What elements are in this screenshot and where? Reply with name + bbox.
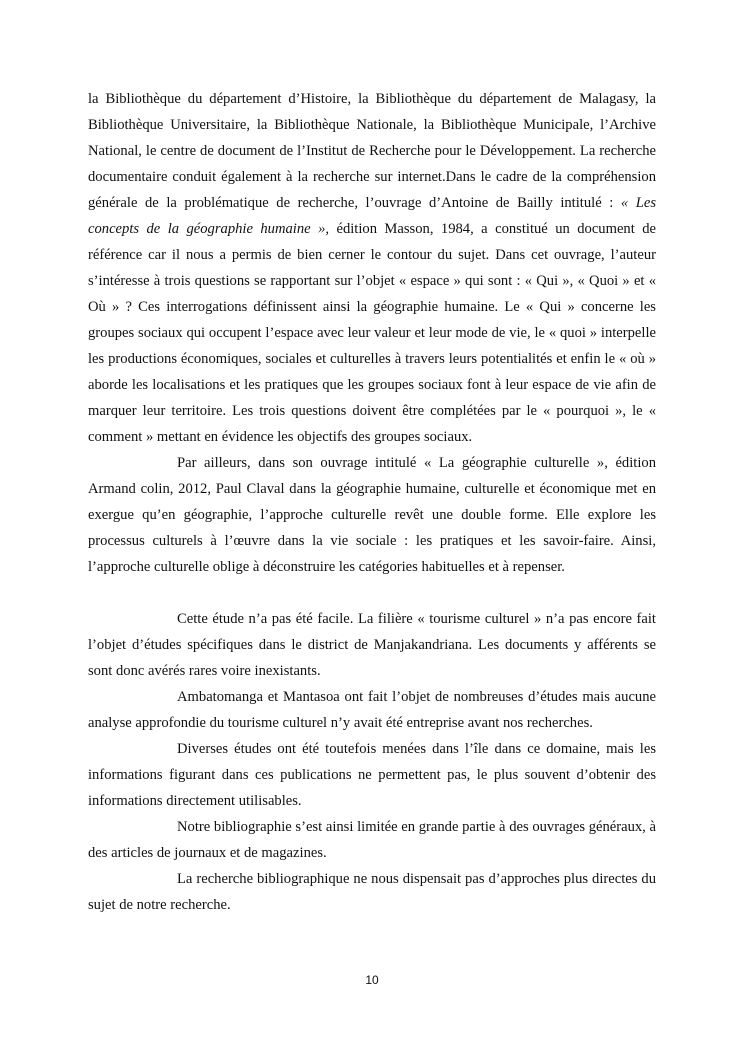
book-title-bailly: « Les concepts de la géographie humaine », — [88, 195, 657, 237]
paragraph-2: Par ailleurs, dans son ouvrage intitulé « La géographie culturelle », édition Armand colin, 2012, Paul Claval dans la géographie humaine, culturelle et économique met en exergue qu’en géographie, l’approche culturelle revêt une double forme. Elle explore les processus culturels à l’œuvre dans la vie sociale : les pratiques et les savoir-faire. Ainsi, l’approche culturelle oblige à déconstruire les catégories habituelles et à repenser. — [88, 455, 656, 575]
paragraph-5: Diverses études ont été toutefois menées dans l’île dans ce domaine, mais les informations figurant dans ces publications ne permettent pas, le plus souvent d’obtenir des informations directement utilisables. — [88, 741, 656, 809]
paragraph-4: Ambatomanga et Mantasoa ont fait l’objet de nombreuses d’études mais aucune analyse approfondie du tourisme culturel n’y avait été entreprise avant nos recherches. — [88, 689, 656, 731]
paragraph-3: Cette étude n’a pas été facile. La filière « tourisme culturel » n’a pas encore fait l’objet d’études spécifiques dans le district de Manjakandriana. Les documents y afférents se sont donc avérés rares voire inexistants. — [88, 611, 656, 679]
page-number: 10 — [365, 973, 379, 987]
paragraph-6: Notre bibliographie s’est ainsi limitée en grande partie à des ouvrages généraux, à des articles de journaux et de magazines. — [88, 819, 656, 861]
paragraph-spacer — [88, 580, 656, 606]
paragraph-1-start: la Bibliothèque du département d’Histoire, la Bibliothèque du département de Malagasy, la Bibliothèque Universitaire, la Bibliothèque Nationale, la Bibliothèque Municipale, l’Archive National, le centre de document de l’Institut de Recherche pour le Développement. La recherche documentaire conduit également à la recherche sur internet.Dans le cadre de la compréhension générale de la problématique de recherche, l’ouvrage d’Antoine de Bailly intitulé : — [88, 91, 656, 211]
paragraph-1-end: édition Masson, 1984, a constitué un document de référence car il nous a permis de bien cerner le contour du sujet. Dans cet ouvrage, l’auteur s’intéresse à trois questions se rapportant sur l’objet « espace » qui sont : « Qui », « Quoi » et « Où » ? Ces interrogations définissent ainsi la géographie humaine. Le « Qui » concerne les groupes sociaux qui occupent l’espace avec leur valeur et leur mode de vie, le « quoi » interpelle les productions économiques, sociales et culturelles à travers leurs potentialités et enfin le « où » aborde les localisations et les pratiques que les groupes sociaux font à leur espace de vie afin de marquer leur territoire. Les trois questions doivent être complétées par le « pourquoi », le « comment » mettant en évidence les objectifs des groupes sociaux. — [88, 221, 656, 445]
paragraph-1 — [88, 86, 656, 450]
paragraph-7: La recherche bibliographique ne nous dispensait pas d’approches plus directes du sujet de notre recherche. — [88, 871, 656, 913]
body-text — [88, 86, 656, 918]
